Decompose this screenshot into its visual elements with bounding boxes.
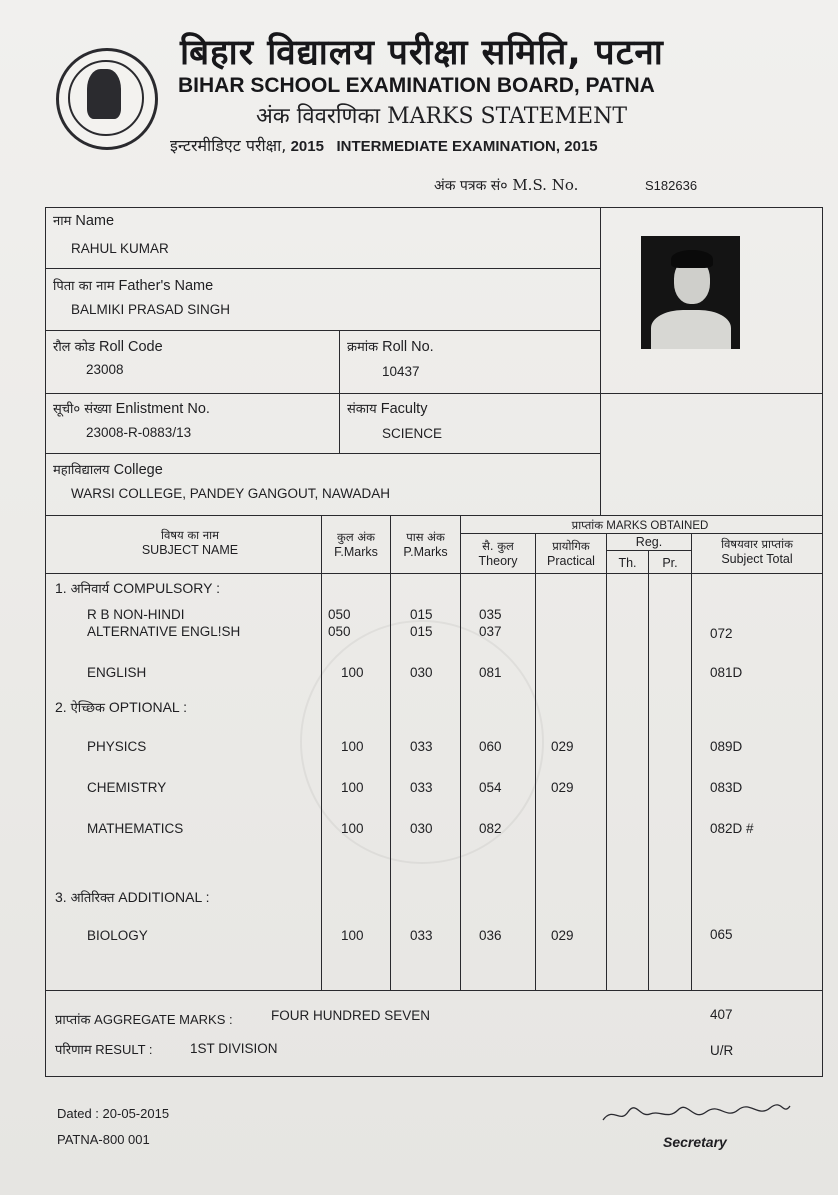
photo-column-divider bbox=[600, 208, 601, 515]
divider bbox=[46, 393, 822, 394]
row-theory: 082 bbox=[479, 821, 502, 836]
enlistment-label: सूची० संख्या Enlistment No. bbox=[53, 401, 210, 417]
roll-code-label: रौल कोड Roll Code bbox=[53, 339, 163, 355]
row-subject: PHYSICS bbox=[87, 739, 147, 754]
board-title-english: BIHAR SCHOOL EXAMINATION BOARD, PATNA bbox=[178, 74, 655, 97]
issue-date: 20-05-2015 bbox=[102, 1106, 170, 1121]
divider bbox=[339, 331, 340, 453]
row-fmarks: 100 bbox=[341, 739, 364, 754]
roll-code: 23008 bbox=[86, 362, 124, 377]
row-total: 081D bbox=[710, 665, 743, 680]
student-photo bbox=[641, 236, 740, 349]
aggregate-words: FOUR HUNDRED SEVEN bbox=[271, 1008, 431, 1023]
father-name-label: पिता का नाम Father's Name bbox=[53, 278, 214, 294]
row-theory: 035 bbox=[479, 607, 502, 622]
aggregate-value: 407 bbox=[710, 1007, 733, 1022]
row-subject: BIOLOGY bbox=[87, 928, 148, 943]
divider bbox=[46, 268, 600, 269]
row-total: 065 bbox=[710, 927, 733, 942]
row-theory: 081 bbox=[479, 665, 502, 680]
row-pmarks: 033 bbox=[410, 780, 433, 795]
row-theory: 060 bbox=[479, 739, 502, 754]
col-header-reg-th: Th. bbox=[618, 556, 637, 570]
row-pmarks: 033 bbox=[410, 928, 433, 943]
col-divider bbox=[460, 516, 461, 990]
result-code: U/R bbox=[710, 1043, 734, 1058]
roll-no: 10437 bbox=[382, 364, 420, 379]
faculty-label: संकाय Faculty bbox=[347, 401, 428, 417]
row-subject: R B NON-HINDI bbox=[87, 607, 185, 622]
col-header-reg-pr: Pr. bbox=[662, 556, 678, 570]
exam-title bbox=[170, 134, 598, 156]
col-header-theory: सै. कुल Theory bbox=[478, 539, 518, 568]
board-title-hindi: बिहार विद्यालय परीक्षा समिति, पटना bbox=[180, 33, 664, 73]
col-divider bbox=[390, 516, 391, 990]
row-theory: 054 bbox=[479, 780, 502, 795]
row-subject: ALTERNATIVE ENGL!SH bbox=[87, 624, 241, 639]
college-name: WARSI COLLEGE, PANDEY GANGOUT, NAWADAH bbox=[71, 486, 391, 501]
col-divider bbox=[535, 533, 536, 990]
result-label: परिणाम RESULT : bbox=[55, 1042, 153, 1058]
row-subject: MATHEMATICS bbox=[87, 821, 184, 836]
row-pmarks: 015 bbox=[410, 624, 433, 639]
secretary-signature bbox=[598, 1098, 793, 1130]
statement-title-english: MARKS STATEMENT bbox=[387, 104, 628, 129]
divider bbox=[460, 533, 822, 534]
col-header-marks-obtained: प्राप्तांक MARKS OBTAINED bbox=[571, 518, 709, 532]
divider bbox=[606, 550, 691, 551]
row-total: 082D # bbox=[710, 821, 754, 836]
college-label: महाविद्यालय College bbox=[53, 462, 163, 478]
row-pmarks: 030 bbox=[410, 665, 433, 680]
row-theory: 036 bbox=[479, 928, 502, 943]
col-header-pmarks: पास अंक P.Marks bbox=[403, 530, 448, 559]
enlistment-no: 23008-R-0883/13 bbox=[86, 425, 192, 440]
col-divider bbox=[606, 533, 607, 990]
divider bbox=[46, 515, 822, 516]
row-practical: 029 bbox=[551, 780, 574, 795]
statement-title-hindi: अंक विवरणिका bbox=[256, 104, 381, 129]
name-label: नाम Name bbox=[53, 213, 115, 229]
exam-year: 2015 bbox=[290, 138, 324, 155]
student-name: RAHUL KUMAR bbox=[71, 241, 169, 256]
address: PATNA-800 001 bbox=[57, 1132, 150, 1147]
ms-no-label: अंक पत्रक सं० M.S. No. bbox=[434, 176, 579, 194]
section-compulsory: 1. अनिवार्य COMPULSORY : bbox=[55, 580, 220, 597]
col-divider bbox=[691, 533, 692, 990]
col-divider bbox=[648, 550, 649, 990]
father-name: BALMIKI PRASAD SINGH bbox=[71, 302, 231, 317]
row-theory: 037 bbox=[479, 624, 502, 639]
row-total: 089D bbox=[710, 739, 743, 754]
roll-no-label: क्रमांक Roll No. bbox=[347, 339, 434, 355]
row-fmarks: 050 bbox=[328, 624, 351, 639]
aggregate-label: प्राप्तांक AGGREGATE MARKS : bbox=[55, 1012, 233, 1028]
table-bottom-divider bbox=[46, 990, 822, 991]
col-header-subject: विषय का नाम SUBJECT NAME bbox=[141, 528, 239, 557]
col-header-fmarks: कुल अंक F.Marks bbox=[334, 530, 378, 559]
section-additional: 3. अतिरिक्त ADDITIONAL : bbox=[55, 889, 210, 906]
row-total: 072 bbox=[710, 626, 733, 641]
col-header-subject-total: विषयवार प्राप्तांक Subject Total bbox=[721, 537, 793, 566]
row-practical: 029 bbox=[551, 928, 574, 943]
secretary-label: Secretary bbox=[663, 1134, 727, 1150]
divider bbox=[46, 330, 600, 331]
row-pmarks: 015 bbox=[410, 607, 433, 622]
col-divider bbox=[321, 516, 322, 990]
row-total: 083D bbox=[710, 780, 743, 795]
divider bbox=[46, 453, 600, 454]
row-pmarks: 030 bbox=[410, 821, 433, 836]
exam-title-english: INTERMEDIATE EXAMINATION, 2015 bbox=[336, 138, 598, 155]
row-practical: 029 bbox=[551, 739, 574, 754]
row-fmarks: 100 bbox=[341, 821, 364, 836]
row-subject: ENGLISH bbox=[87, 665, 147, 680]
col-header-reg: Reg. bbox=[635, 535, 663, 549]
row-fmarks: 100 bbox=[341, 928, 364, 943]
section-optional: 2. ऐच्छिक OPTIONAL : bbox=[55, 699, 187, 716]
col-header-practical: प्रायोगिक Practical bbox=[547, 539, 595, 568]
row-fmarks: 100 bbox=[341, 665, 364, 680]
row-pmarks: 033 bbox=[410, 739, 433, 754]
dated-line: Dated : 20-05-2015 bbox=[57, 1106, 170, 1121]
exam-title-hindi: इन्टरमीडिएट परीक्षा, bbox=[170, 136, 287, 155]
ms-no-value: S182636 bbox=[645, 178, 698, 193]
row-fmarks: 100 bbox=[341, 780, 364, 795]
row-subject: CHEMISTRY bbox=[87, 780, 167, 795]
result-value: 1ST DIVISION bbox=[190, 1041, 278, 1056]
table-header-divider bbox=[46, 573, 822, 574]
board-seal-logo bbox=[56, 48, 158, 150]
statement-title bbox=[256, 100, 627, 130]
faculty: SCIENCE bbox=[382, 426, 443, 441]
row-fmarks: 050 bbox=[328, 607, 351, 622]
